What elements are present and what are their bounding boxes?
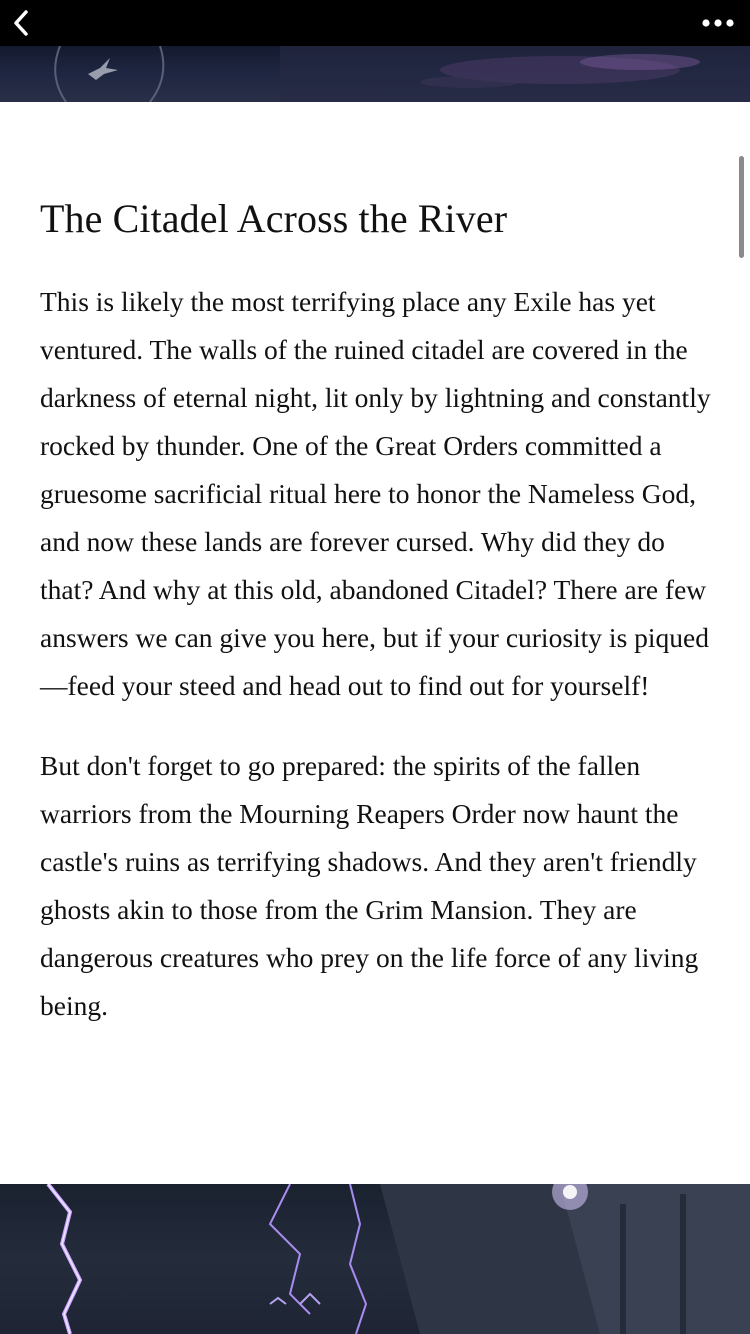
- article-body: [40, 180, 720, 1030]
- more-horizontal-icon: [698, 8, 742, 38]
- article-paragraph: This is likely the most terrifying place any Exile has yet ventured. The walls of the ruined citadel are covered in the darkness of eternal night, lit only by lightning and constantly rocked by thunder. One of the Great Orders committed a gruesome sacrificial ritual here to honor the Nameless God, and now these lands are forever cursed. Why did they do that? And why at this old, abandoned Citadel? There are few answers we can give you here, but if your curiosity is piqued—feed your steed and head out to find out for yourself!: [40, 286, 711, 701]
- back-button[interactable]: [4, 4, 44, 42]
- chevron-left-icon: [4, 4, 44, 42]
- lightning-citadel-image: [0, 1184, 750, 1334]
- more-options-button[interactable]: [698, 8, 742, 38]
- top-navigation-bar: [0, 0, 750, 46]
- article-paragraph: But don't forget to go prepared: the spirits of the fallen warriors from the Mourning Reapers Order now haunt the castle's ruins as terrifying shadows. And they aren't friendly ghosts akin to those from the Grim Mansion. They are dangerous creatures who prey on the life force of any living being.: [40, 750, 699, 1021]
- scrollbar[interactable]: [739, 156, 744, 258]
- article-title: The Citadel Across the River: [40, 196, 508, 241]
- header-image: [0, 46, 750, 102]
